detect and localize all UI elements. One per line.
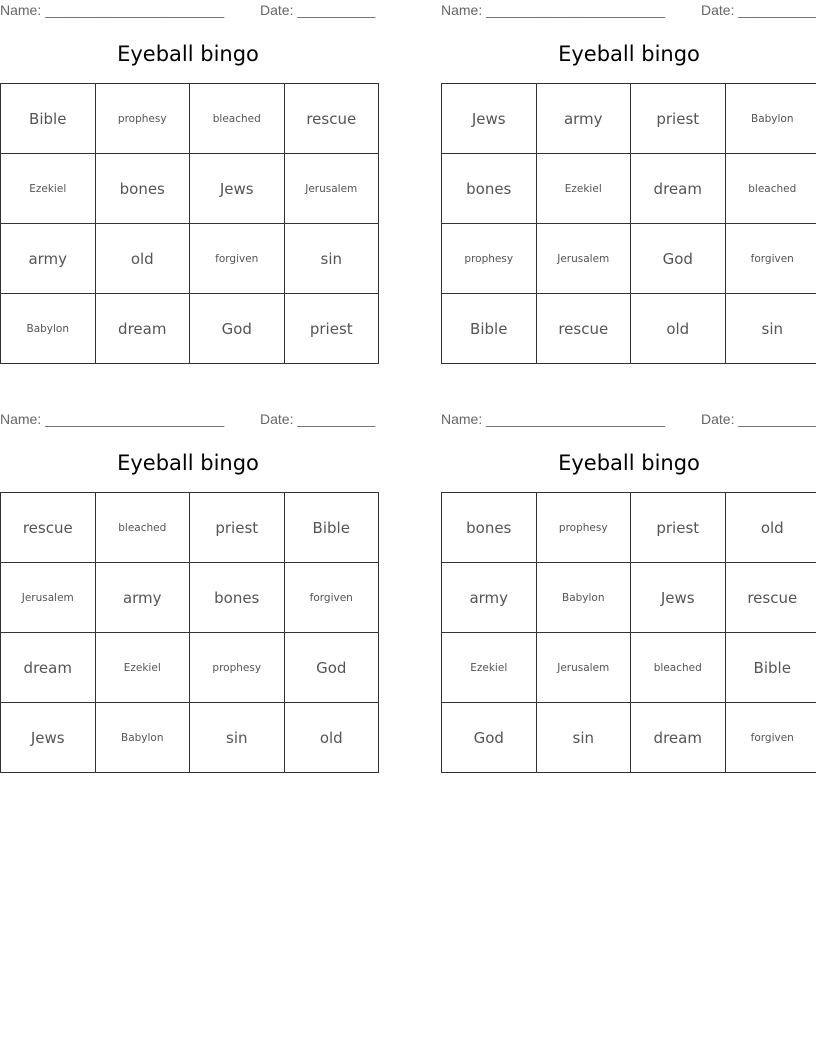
bingo-cell: Bible <box>725 633 816 703</box>
bingo-cell: bones <box>95 154 190 224</box>
bingo-cell: sin <box>190 703 285 773</box>
name-field: Name: _______________________ <box>441 2 666 18</box>
bingo-cell: Jerusalem <box>1 563 96 633</box>
card-title: Eyeball bingo <box>117 42 259 66</box>
bingo-cell: Babylon <box>725 84 816 154</box>
bingo-cell: sin <box>725 294 816 364</box>
date-field: Date: __________ <box>260 411 376 427</box>
bingo-cell: old <box>284 703 379 773</box>
bingo-cell: dream <box>1 633 96 703</box>
bingo-cell: priest <box>284 294 379 364</box>
bingo-cell: Jews <box>631 563 726 633</box>
bingo-cell: Ezekiel <box>95 633 190 703</box>
bingo-cell: forgiven <box>190 224 285 294</box>
grid-row <box>1 493 379 563</box>
bingo-cell: prophesy <box>95 84 190 154</box>
grid-row <box>1 154 379 224</box>
bingo-cell: priest <box>190 493 285 563</box>
bingo-cell: God <box>631 224 726 294</box>
bingo-cell: Ezekiel <box>536 154 631 224</box>
name-field: Name: _______________________ <box>0 2 225 18</box>
bingo-cell: dream <box>95 294 190 364</box>
bingo-cell: dream <box>631 154 726 224</box>
bingo-cell: God <box>190 294 285 364</box>
card-title: Eyeball bingo <box>558 451 700 475</box>
bingo-cell: Ezekiel <box>442 633 537 703</box>
bingo-cell: bones <box>190 563 285 633</box>
bingo-cell: Babylon <box>536 563 631 633</box>
bingo-card <box>0 409 376 747</box>
grid-row <box>1 703 379 773</box>
bingo-cell: God <box>442 703 537 773</box>
bingo-cell: Babylon <box>1 294 96 364</box>
bingo-cell: bones <box>442 154 537 224</box>
bingo-cell: Jews <box>442 84 537 154</box>
name-field: Name: _______________________ <box>441 411 666 427</box>
bingo-grid <box>441 492 816 773</box>
grid-row <box>1 563 379 633</box>
name-date-line <box>0 2 376 20</box>
bingo-cell: dream <box>631 703 726 773</box>
grid-row <box>1 84 379 154</box>
grid-row <box>442 493 816 563</box>
bingo-cell: rescue <box>1 493 96 563</box>
bingo-card <box>441 409 816 747</box>
bingo-cell: prophesy <box>190 633 285 703</box>
bingo-cell: forgiven <box>284 563 379 633</box>
grid-row <box>442 703 816 773</box>
bingo-cell: prophesy <box>442 224 537 294</box>
bingo-cell: bleached <box>190 84 285 154</box>
date-field: Date: __________ <box>260 2 376 18</box>
bingo-cell: old <box>95 224 190 294</box>
grid-row <box>1 633 379 703</box>
bingo-cell: army <box>536 84 631 154</box>
card-title: Eyeball bingo <box>558 42 700 66</box>
bingo-cell: rescue <box>284 84 379 154</box>
grid-row <box>442 294 816 364</box>
bingo-cell: bones <box>442 493 537 563</box>
bingo-cell: rescue <box>725 563 816 633</box>
bingo-card <box>441 0 816 338</box>
bingo-cell: Bible <box>442 294 537 364</box>
bingo-cell: bleached <box>631 633 726 703</box>
bingo-cell: army <box>95 563 190 633</box>
bingo-cell: Ezekiel <box>1 154 96 224</box>
grid-row <box>442 224 816 294</box>
bingo-cell: forgiven <box>725 224 816 294</box>
name-date-line <box>441 2 816 20</box>
grid-row <box>442 563 816 633</box>
bingo-cell: army <box>442 563 537 633</box>
name-field: Name: _______________________ <box>0 411 225 427</box>
bingo-cell: Jerusalem <box>536 633 631 703</box>
bingo-cell: forgiven <box>725 703 816 773</box>
bingo-cell: sin <box>284 224 379 294</box>
grid-row <box>1 294 379 364</box>
bingo-cell: bleached <box>725 154 816 224</box>
bingo-cell: Bible <box>1 84 96 154</box>
bingo-cell: God <box>284 633 379 703</box>
date-field: Date: __________ <box>701 2 816 18</box>
bingo-cell: old <box>725 493 816 563</box>
bingo-cell: Babylon <box>95 703 190 773</box>
bingo-grid <box>0 83 379 364</box>
bingo-cell: army <box>1 224 96 294</box>
bingo-cell: sin <box>536 703 631 773</box>
bingo-cell: old <box>631 294 726 364</box>
date-field: Date: __________ <box>701 411 816 427</box>
bingo-cell: priest <box>631 84 726 154</box>
grid-row <box>1 224 379 294</box>
grid-row <box>442 633 816 703</box>
bingo-cell: priest <box>631 493 726 563</box>
bingo-cell: Jerusalem <box>536 224 631 294</box>
bingo-grid <box>0 492 379 773</box>
bingo-cell: bleached <box>95 493 190 563</box>
card-title: Eyeball bingo <box>117 451 259 475</box>
grid-row <box>442 154 816 224</box>
bingo-cell: prophesy <box>536 493 631 563</box>
bingo-cell: rescue <box>536 294 631 364</box>
bingo-card <box>0 0 376 338</box>
bingo-cell: Bible <box>284 493 379 563</box>
name-date-line <box>0 411 376 429</box>
grid-row <box>442 84 816 154</box>
bingo-cell: Jews <box>1 703 96 773</box>
bingo-grid <box>441 83 816 364</box>
bingo-cell: Jews <box>190 154 285 224</box>
name-date-line <box>441 411 816 429</box>
bingo-cell: Jerusalem <box>284 154 379 224</box>
